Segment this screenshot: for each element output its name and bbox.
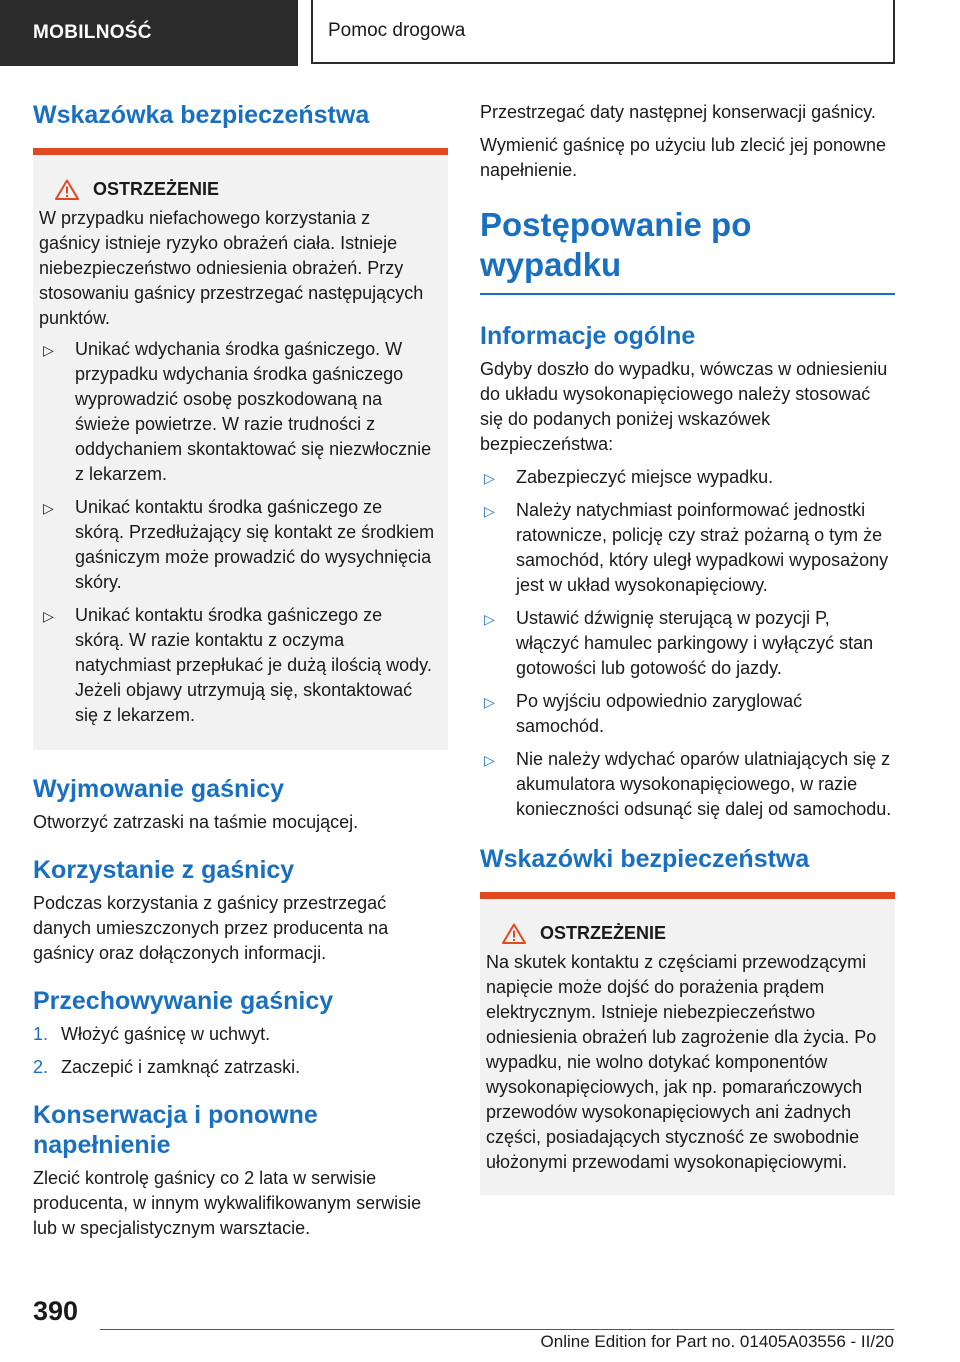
step-item [33,1055,448,1080]
removal-text: Otworzyć zatrzaski na taśmie mocującej. [33,812,359,832]
left-column [33,100,448,1249]
list-item-text: Unikać wdychania środka gaśniczego. W przypadku wdychania środka gaśniczego wyprowadzić osobę poszkodowaną na świeże powietrze. W razie trudności z oddychaniem skontaktować się niezwłocznie z lekarzem. [75,339,432,484]
list-item [39,603,436,728]
step-text: Włożyć gaśnicę w uchwyt. [61,1024,271,1044]
maintenance-text: Zlecić kontrolę gaśnicy co 2 lata w serwisie producenta, w innym wykwalifikowanym serwisie lub w specjalistycznym warsztacie. [33,1168,422,1238]
safety2-heading: Wskazówki bezpieczeństwa [480,845,810,873]
list-item [480,689,895,739]
warning-title-text: OSTRZEŻENIE [540,923,667,943]
accident-heading: Postępowanie po wypadku [480,206,752,283]
usage-heading: Korzystanie z gaśnicy [33,856,295,884]
topic-label: Pomoc drogowa [311,0,895,64]
list-item-text: Nie należy wdychać oparów ulatniających się z akumulatora wysokonapięciowego, w razie konieczności odsunąć się dalej od samochodu. [516,749,892,819]
triangle-right-outline-icon: ▷ [43,342,54,358]
warning-triangle-icon [502,923,526,944]
removal-heading: Wyjmowanie gaśnicy [33,775,285,803]
step-text: Zaczepić i zamknąć zatrzaski. [61,1057,301,1077]
edition-text: Online Edition for Part no. 01405A03556 - II/20 [540,1332,894,1351]
page-footer [0,1296,960,1362]
triangle-right-outline-icon: ▷ [484,694,495,710]
maintenance-heading: Konserwacja i ponowne napełnienie [33,1101,318,1159]
warning-text: W przypadku niefachowego korzystania z gaśnicy istnieje ryzyko obrażeń ciała. Istnieje niebezpieczeństwo odniesienia obrażeń. Przy stosowaniu gaśnicy przestrzegać następujących punktów. [39,208,424,328]
list-item-text: Po wyjściu odpowiednio zaryglować samochód. [516,691,803,736]
list-item [480,747,895,822]
triangle-right-outline-icon: ▷ [484,470,495,486]
list-item-text: Należy natychmiast poinformować jednostki ratownicze, policję czy straż pożarną o tym że samochód, który uległ wypadkowi wyposażony jest w układ wysokonapięciowy. [516,500,889,595]
warning-list [39,337,436,728]
right-column [480,100,895,1219]
list-item [39,495,436,595]
page-header [0,0,960,66]
triangle-right-outline-icon: ▷ [43,500,54,516]
accident-heading-block [480,205,895,295]
general-list [480,465,895,822]
footer-divider [100,1329,894,1330]
page-number: 390 [33,1296,79,1326]
storage-steps [33,1022,448,1080]
warning-title [39,177,436,202]
chapter-label: MOBILNOŚĆ [0,0,298,66]
list-item [480,465,895,490]
list-item-text: Ustawić dźwignię sterującą w pozycji P, włączyć hamulec parkingowy i wyłączyć stan gotowości lub gotowość do jazdy. [516,608,874,678]
general-heading: Informacje ogólne [480,322,696,350]
usage-text: Podczas korzystania z gaśnicy przestrzegać danych umieszczonych przez producenta na gaśnicy oraz dołączonych informacji. [33,893,389,963]
warning-text: Na skutek kontaktu z częściami przewodzącymi napięcie może dojść do porażenia prądem elektrycznym. Istnieje niebezpieczeństwo odniesienia obrażeń lub zagrożenie dla życia. Po wypadku, nie wolno dotykać komponentów wysokonapięciowych, jak np. pomarańczowych przewodów wysokonapięciowych ani żadnych części, posiadających styczność ze swobodnie ułożonymi przewodami wysokonapięciowymi. [486,952,877,1172]
warning-title [486,921,883,946]
continued-text-1: Przestrzegać daty następnej konserwacji gaśnicy. [480,102,876,122]
step-number: 1. [33,1024,49,1044]
warning-box [480,892,895,1195]
continued-text-2: Wymienić gaśnicę po użyciu lub zlecić jej ponowne napełnienie. [480,135,887,180]
triangle-right-outline-icon: ▷ [484,503,495,519]
triangle-right-outline-icon: ▷ [484,611,495,627]
list-item [480,606,895,681]
list-item-text: Unikać kontaktu środka gaśniczego ze skórą. W razie kontaktu z oczyma natychmiast przepłukać je dużą ilością wody. Jeżeli objawy utrzymują się, skontaktować się z lekarzem. [75,605,432,725]
general-text: Gdyby doszło do wypadku, wówczas w odniesieniu do układu wysokonapięciowego należy stosować się do podanych poniżej wskazówek bezpieczeństwa: [480,359,888,454]
list-item-text: Unikać kontaktu środka gaśniczego ze skórą. Przedłużający się kontakt ze środkiem gaśniczym może prowadzić do wysychnięcia skóry. [75,497,435,592]
list-item-text: Zabezpieczyć miejsce wypadku. [516,467,774,487]
warning-triangle-icon [55,179,79,200]
step-number: 2. [33,1057,49,1077]
triangle-right-outline-icon: ▷ [43,608,54,624]
list-item [480,498,895,598]
list-item [39,337,436,487]
triangle-right-outline-icon: ▷ [484,752,495,768]
warning-box [33,148,448,750]
warning-title-text: OSTRZEŻENIE [93,179,220,199]
step-item [33,1022,448,1047]
storage-heading: Przechowywanie gaśnicy [33,987,334,1015]
safety-heading: Wskazówka bezpieczeństwa [33,101,370,129]
